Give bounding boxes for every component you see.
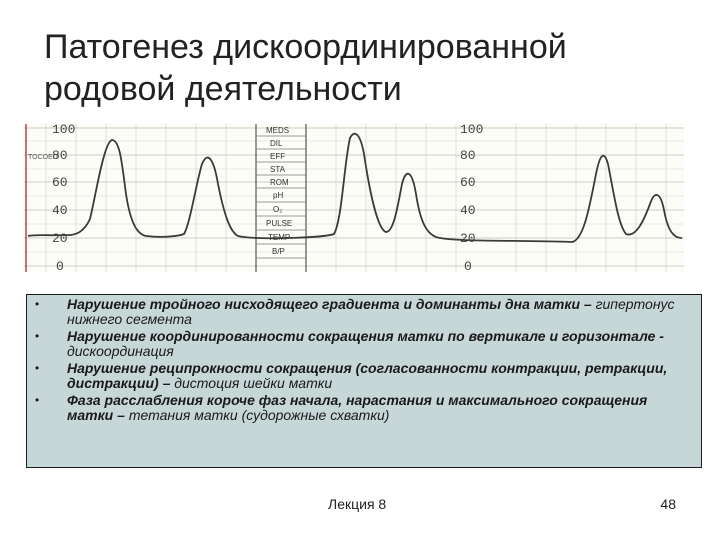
bullet-item [35,361,695,391]
bullet-normal: тетания матки (судорожные схватки) [128,407,390,423]
page-number: 48 [660,496,676,512]
bullet-bold: Нарушение координированности сокращения матки по вертикале и горизонтале - [67,328,664,344]
bullet-dot: • [35,393,40,407]
bullet-bold: Нарушение реципрокности сокращения (согласованности контракции, ретракции, дистракции) – [67,360,668,391]
label-bp: B/P [272,247,285,256]
label-sta: STA [270,165,285,174]
bullet-normal: гипертонус нижнего сегмента [67,296,675,327]
right-scale-80: 80 [460,148,476,163]
bullet-item [35,329,695,359]
bullet-bold: Нарушение тройного нисходящего градиента и доминанты дна матки – [67,296,592,312]
left-scale-40: 40 [52,203,68,218]
left-scale-100: 100 [52,124,76,137]
right-scale-60: 60 [460,175,476,190]
left-scale-80: 80 [52,148,68,163]
title-line-2: родовой деятельности [44,70,402,108]
left-scale-60: 60 [52,175,68,190]
left-scale-20: 20 [52,231,68,246]
bullet-normal: дискоординация [67,343,174,359]
left-scale-0: 0 [56,259,64,272]
label-rom: ROM [270,178,289,187]
label-dil: DIL [270,139,283,148]
right-scale [454,124,514,272]
bullet-box [26,294,702,468]
slide-title [44,26,694,110]
bullet-list [27,295,701,423]
bullet-dot: • [35,329,40,343]
label-temp: TEMP [268,233,291,242]
bullet-item [35,297,695,327]
right-scale-40: 40 [460,203,476,218]
label-eff: EFF [270,152,286,161]
right-scale-100: 100 [460,124,484,137]
middle-labels [258,124,306,272]
label-pulse: PULSE [266,219,293,228]
footer-lecture: Лекция 8 [328,496,387,512]
right-scale-20: 20 [460,231,476,246]
bullet-normal: дистоция шейки матки [174,375,333,391]
bullet-dot: • [35,361,40,375]
title-line-1: Патогенез дискоординированной [44,28,567,66]
bullet-item [35,393,695,423]
bullet-bold: Фаза расслабления короче фаз начала, нарастания и максимального сокращения матки – [67,392,648,423]
label-o2: O₂ [273,205,283,214]
label-ph: pH [273,191,284,200]
ctg-trace-image [24,124,684,272]
left-scale [24,124,84,272]
right-scale-0: 0 [464,259,472,272]
label-meds: MEDS [266,126,290,135]
bullet-dot: • [35,297,40,311]
ctg-trace-svg [24,124,684,272]
left-trace-label: TOCOEIT [28,154,59,161]
